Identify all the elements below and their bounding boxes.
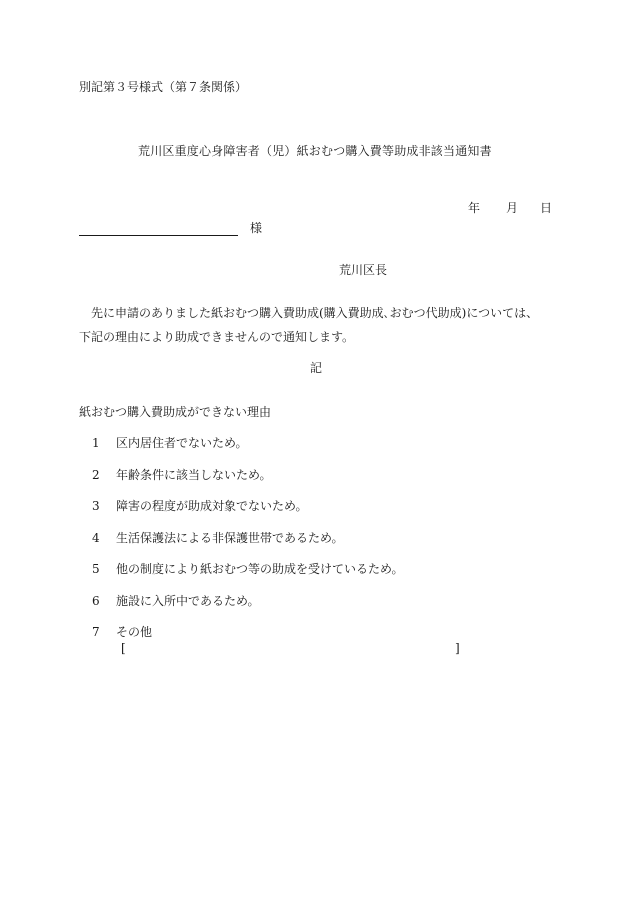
date-row	[468, 202, 552, 214]
form-label: 別記第３号様式（第７条関係）	[79, 80, 248, 94]
notice-body-line: 先に申請のありました紙おむつ購入費助成(購入費助成､おむつ代助成)については、	[79, 306, 539, 320]
date-day: 日	[540, 201, 553, 215]
document-title: 荒川区重度心身障害者（児）紙おむつ購入費等助成非該当通知書	[138, 144, 492, 158]
reasons-heading: 紙おむつ購入費助成ができない理由	[79, 405, 272, 419]
reason-number: 2	[92, 467, 100, 482]
reason-item	[92, 595, 404, 627]
reasons-list	[92, 437, 404, 658]
reason-number: 7	[92, 625, 100, 639]
reason-number: 1	[92, 436, 100, 450]
notice-body	[79, 301, 559, 349]
reason-item	[92, 532, 404, 564]
reason-item	[92, 469, 404, 501]
issuer-name: 荒川区長	[339, 263, 388, 277]
reason-text: 他の制度により紙おむつ等の助成を受けているため。	[116, 562, 404, 576]
reason-text: 区内居住者でないため。	[116, 436, 248, 450]
addressee-honorific: 様	[250, 221, 263, 235]
reason-item	[92, 626, 404, 658]
reason-text: その他	[116, 625, 153, 639]
date-year: 年	[468, 201, 481, 215]
reason-text: 年齢条件に該当しないため。	[116, 467, 272, 482]
reason-item	[92, 437, 404, 469]
reason-number: 6	[92, 593, 100, 608]
reason-number: 4	[92, 530, 100, 545]
date-month: 月	[506, 201, 519, 215]
reason-number: 5	[92, 562, 100, 576]
ki-marker: 記	[310, 361, 323, 375]
reason-text: 施設に入所中であるため。	[116, 593, 260, 608]
reason-number: 3	[92, 499, 100, 513]
notice-body-line: 下記の理由により助成できませんので通知します。	[79, 330, 355, 344]
addressee-underline	[79, 235, 238, 236]
reason-item	[92, 563, 404, 595]
other-bracket-close: ]	[455, 641, 460, 655]
reason-text: 生活保護法による非保護世帯であるため。	[116, 530, 344, 545]
reason-item	[92, 500, 404, 532]
other-bracket-open: [	[121, 641, 126, 655]
reason-text: 障害の程度が助成対象でないため。	[116, 499, 308, 513]
